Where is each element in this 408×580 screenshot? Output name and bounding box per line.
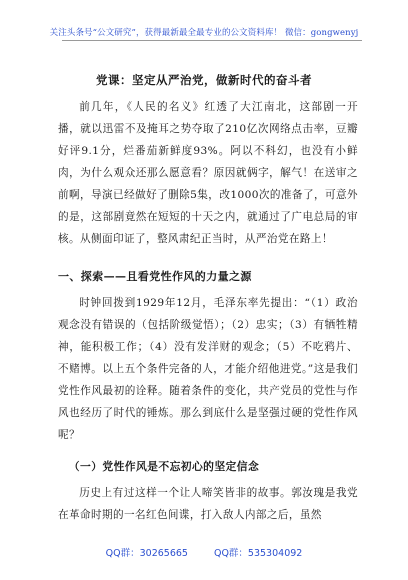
paragraph-history-block <box>58 292 358 446</box>
subsection-heading-1: （一）党性作风是不忘初心的坚定信念 <box>68 460 260 473</box>
header-promo-note: 关注头条号“公文研究”，获得最新最全最专业的公文资料库！ 微信：gongwenyj <box>49 28 359 38</box>
footer-contact <box>0 545 408 559</box>
paragraph-story: 历史上有过这样一个让人啼笑皆非的故事。郭汝瑰是我党在革命时期的一名红色间谍，打入敌人内部之后，虽然 <box>58 487 358 521</box>
footer-qq-group-left: QQ群：30265665 <box>105 548 188 559</box>
paragraph-intro: 前几年，《人民的名义》红透了大江南北，这部剧一开播，就以迅雷不及掩耳之势夺取了210亿次网络点击率，豆瓣好评9.1分，烂番茄新鲜度93%。阿以不科幻，也没有小鲜肉，为什么观众还那么愿意看？原因就俩字，解气！在送审之前啊，导演已经做好了删除5集，改1000次的准备了，可意外的是，这部剧竟然在短短的十天之内，就通过了广电总局的审核。从侧面印证了，整风肃纪正当时，从严治党在路上！ <box>58 101 358 245</box>
paragraph-intro-block <box>58 96 358 250</box>
section-heading-1: 一、探索——且看党性作风的力量之源 <box>58 270 252 283</box>
paragraph-story-block <box>58 482 358 526</box>
footer-qq-group-right: QQ群：535304092 <box>213 548 303 559</box>
paragraph-history: 时钟回拨到1929年12月，毛泽东率先提出：“（1）政治观念没有错误的（包括阶级觉悟）；（2）忠实；（3）有牺牲精神，能积极工作；（4）没有发洋财的观念；（5）不吃鸦片、不赌博。以上五个条件完备的人，才能介绍他进党。”这是我们党性作风最初的诠释。随着条件的变化，共产党员的党性与作风也经历了时代的锤炼。那么到底什么是坚强过硬的党性作风呢？ <box>58 297 358 441</box>
section-one-block <box>58 266 358 288</box>
subsection-one-block <box>58 456 358 478</box>
document-title: 党课：坚定从严治党，做新时代的奋斗者 <box>96 73 312 87</box>
header-divider <box>62 40 362 41</box>
